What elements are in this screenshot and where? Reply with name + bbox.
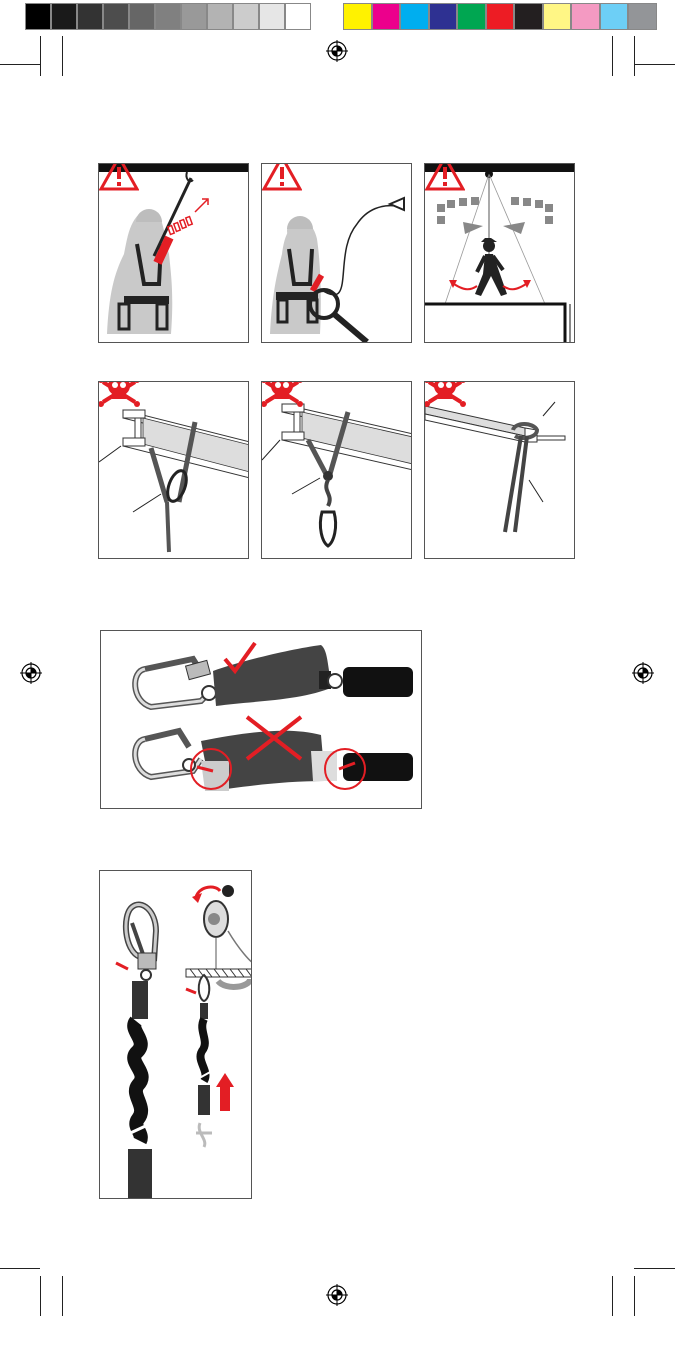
- color-swatch: [457, 3, 486, 30]
- crop-mark: [634, 1276, 635, 1316]
- gray-swatch: [181, 3, 207, 30]
- gray-swatch: [25, 3, 51, 30]
- skull-crossbones-icon: [261, 381, 304, 410]
- warning-panel-pendulum: [424, 163, 575, 343]
- gray-swatch: [51, 3, 77, 30]
- crop-mark: [62, 36, 63, 76]
- warning-triangle-icon: [99, 163, 139, 191]
- color-swatch: [486, 3, 515, 30]
- warning-triangle-icon: [262, 163, 302, 191]
- gray-swatch: [259, 3, 285, 30]
- gray-swatch: [207, 3, 233, 30]
- registration-mark-icon: [326, 40, 348, 62]
- color-swatch: [372, 3, 401, 30]
- color-swatch: [543, 3, 572, 30]
- registration-mark-icon: [20, 662, 42, 684]
- color-swatch: [514, 3, 543, 30]
- connection-panel: [100, 630, 422, 809]
- gray-swatch: [233, 3, 259, 30]
- crop-mark: [634, 64, 675, 65]
- crop-mark: [62, 1276, 63, 1316]
- gray-swatch: [77, 3, 103, 30]
- danger-panel-choked-beam: [98, 381, 249, 559]
- crop-mark: [0, 64, 40, 65]
- color-swatch: [628, 3, 657, 30]
- warning-panel-inspection: [261, 163, 412, 343]
- crop-mark: [40, 1276, 41, 1316]
- color-swatch: [343, 3, 372, 30]
- registration-mark-icon: [326, 1284, 348, 1306]
- gray-swatch: [285, 3, 311, 30]
- danger-panel-sharp-edge: [424, 381, 575, 559]
- crop-mark: [634, 36, 635, 76]
- gray-swatch: [155, 3, 181, 30]
- skull-crossbones-icon: [98, 381, 141, 410]
- crop-mark: [612, 36, 613, 76]
- color-swatch: [600, 3, 629, 30]
- skull-crossbones-icon: [424, 381, 467, 410]
- color-swatch: [429, 3, 458, 30]
- color-swatch: [400, 3, 429, 30]
- warning-triangle-icon: [425, 163, 465, 191]
- danger-panel-knotted-beam: [261, 381, 412, 559]
- registration-mark-icon: [632, 662, 654, 684]
- gray-swatch: [103, 3, 129, 30]
- crop-mark: [40, 36, 41, 76]
- crop-mark: [612, 1276, 613, 1316]
- warning-panel-absorber: [98, 163, 249, 343]
- extension-panel: [99, 870, 252, 1199]
- crop-mark: [634, 1268, 675, 1269]
- crop-mark: [0, 1268, 40, 1269]
- gray-swatch: [129, 3, 155, 30]
- color-swatch: [571, 3, 600, 30]
